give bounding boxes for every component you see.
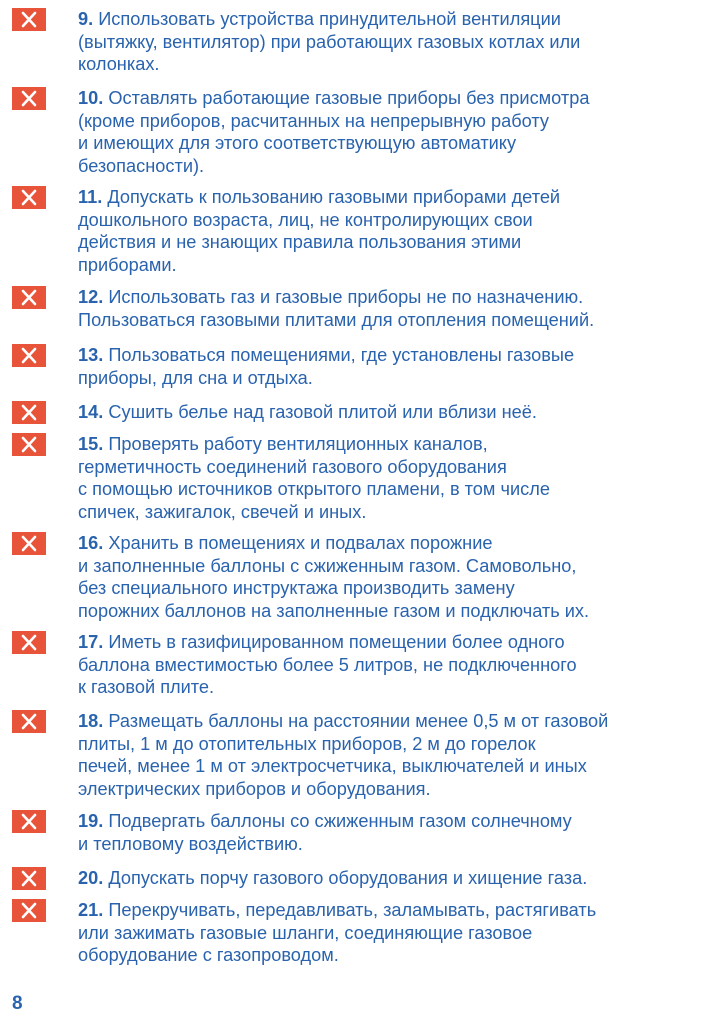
item-number: 13.: [78, 345, 104, 365]
item-text: [78, 87, 708, 177]
item-text: [78, 401, 708, 424]
cross-icon: [12, 87, 46, 110]
cross-icon: [12, 810, 46, 833]
item-number: 11.: [78, 187, 103, 207]
item-line: (кроме приборов, расчитанных на непрерывную работу: [78, 110, 549, 131]
item-line: колонках.: [78, 54, 160, 74]
item-number: 19.: [78, 811, 104, 831]
item-line: Оставлять работающие газовые приборы без присмотра: [108, 88, 590, 108]
item-line: порожних баллонов на заполненные газом и подключать их.: [78, 600, 590, 621]
item-text: [78, 710, 708, 800]
item-line: с помощью источников открытого пламени, в том числе: [78, 479, 550, 499]
cross-icon: [12, 433, 46, 456]
item-line: или зажимать газовые шланги, соединяющие газовое: [78, 922, 533, 943]
item-text: [78, 186, 708, 276]
item-line: Пользоваться газовыми плитами для отопления помещений.: [78, 309, 595, 330]
item-line: приборами.: [78, 254, 177, 275]
item-number: 12.: [78, 287, 104, 307]
item-line: Перекручивать, передавливать, заламывать, растягивать: [108, 900, 597, 920]
cross-icon: [12, 867, 46, 890]
cross-icon: [12, 186, 46, 209]
item-number: 9.: [78, 9, 94, 29]
item-number: 15.: [78, 434, 104, 454]
item-text: [78, 532, 708, 622]
item-line: Иметь в газифицированном помещении более одного: [108, 632, 565, 652]
item-line: печей, менее 1 м от электросчетчика, выключателей и иных: [78, 756, 587, 776]
item-text: [78, 433, 708, 523]
item-text: [78, 631, 708, 699]
item-line: спичек, зажигалок, свечей и иных.: [78, 501, 367, 522]
cross-icon: [12, 286, 46, 309]
cross-icon: [12, 899, 46, 922]
item-number: 21.: [78, 900, 104, 920]
item-line: Хранить в помещениях и подвалах порожние: [108, 533, 493, 553]
item-text: [78, 8, 708, 76]
item-line: Пользоваться помещениями, где установлены газовые: [108, 345, 575, 365]
item-line: (вытяжку, вентилятор) при работающих газовых котлах или: [78, 31, 581, 52]
item-line: без специального инструктажа производить замену: [78, 578, 515, 598]
item-line: Подвергать баллоны со сжиженным газом солнечному: [108, 811, 572, 831]
cross-icon: [12, 532, 46, 555]
cross-icon: [12, 710, 46, 733]
item-text: [78, 899, 708, 967]
cross-icon: [12, 631, 46, 654]
item-line: и имеющих для этого соответствующую автоматику: [78, 133, 517, 153]
item-line: приборы, для сна и отдыха.: [78, 367, 313, 388]
item-line: оборудование с газопроводом.: [78, 945, 339, 965]
item-number: 16.: [78, 533, 104, 553]
item-line: Сушить белье над газовой плитой или вблизи неё.: [108, 402, 537, 422]
item-line: действия и не знающих правила пользования этими: [78, 232, 522, 252]
item-line: дошкольного возраста, лиц, не контролирующих свои: [78, 209, 533, 230]
item-line: электрических приборов и оборудования.: [78, 778, 431, 799]
cross-icon: [12, 344, 46, 367]
cross-icon: [12, 401, 46, 424]
item-line: баллона вместимостью более 5 литров, не подключенного: [78, 654, 577, 675]
item-text: [78, 286, 708, 331]
item-line: Использовать устройства принудительной вентиляции: [98, 9, 561, 29]
item-number: 18.: [78, 711, 104, 731]
item-number: 14.: [78, 402, 104, 422]
item-line: Размещать баллоны на расстоянии менее 0,5 м от газовой: [108, 711, 609, 731]
page-number: 8: [12, 993, 23, 1014]
item-line: и тепловому воздействию.: [78, 833, 303, 854]
item-line: и заполненные баллоны с сжиженным газом. Самовольно,: [78, 555, 577, 576]
item-line: безопасности).: [78, 155, 205, 176]
item-text: [78, 344, 708, 389]
item-line: к газовой плите.: [78, 677, 215, 697]
item-text: [78, 867, 708, 890]
item-line: Допускать порчу газового оборудования и хищение газа.: [108, 868, 588, 888]
item-line: Допускать к пользованию газовыми приборами детей: [107, 187, 561, 207]
item-line: плиты, 1 м до отопительных приборов, 2 м до горелок: [78, 733, 536, 754]
item-line: Использовать газ и газовые приборы не по назначению.: [108, 287, 584, 307]
item-line: Проверять работу вентиляционных каналов,: [108, 434, 488, 454]
item-line: герметичность соединений газового оборудования: [78, 456, 507, 477]
item-number: 17.: [78, 632, 104, 652]
cross-icon: [12, 8, 46, 31]
item-number: 10.: [78, 88, 104, 108]
item-number: 20.: [78, 868, 104, 888]
item-text: [78, 810, 708, 855]
